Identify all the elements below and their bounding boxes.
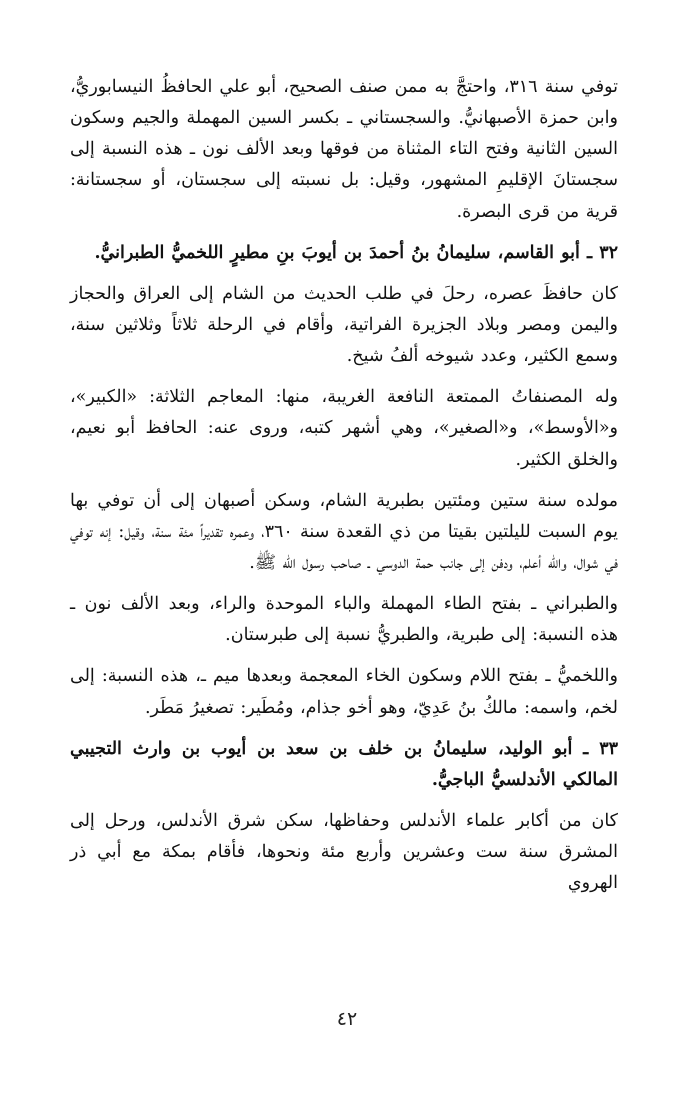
paragraph-6: واللخميُّ ـ بفتح اللام وسكون الخاء المعجمة وبعدها ميم ـ، هذه النسبة: إلى لخم، واسمه: مالكُ بنُ عَدِيّ، وهو أخو جذام، ومُطَير: تصغيرُ مَطَر.: [70, 666, 618, 718]
page-body: [70, 72, 618, 899]
paragraph-2: كان حافظَ عصره، رحلَ في طلب الحديث من الشام إلى العراق والحجاز واليمن ومصر وبلاد الجزيرة الفراتية، وأقام في الرحلة ثلاثاً وثلاثين سنة، وسمع الكثير، وعدد شيوخه ألفُ شيخ.: [70, 283, 618, 367]
paragraph-5: والطبراني ـ بفتح الطاء المهملة والباء الموحدة والراء، وبعد الألف نون ـ هذه النسبة: إلى طبرية، والطبريُّ نسبة إلى طبرستان.: [70, 594, 618, 646]
page-number: ٤٢: [336, 1008, 358, 1030]
paragraph-1: توفي سنة ٣١٦، واحتجَّ به ممن صنف الصحيح، أبو علي الحافظُ النيسابوريُّ، وابن حمزة الأصبهانيُّ. والسجستاني ـ بكسر السين المهملة والجيم وسكون السين الثانية وفتح التاء المثناة من فوقها وبعد الألف نون ـ هذه النسبة إلى سجستانَ الإقليمِ المشهور، وقيل: بل نسبته إلى سجستان، أو سجستانة: قرية من قرى البصرة.: [70, 77, 618, 222]
entry-heading-32: ٣٢ ـ أبو القاسم، سليمانُ بنُ أحمدَ بن أيوبَ بنِ مطيرٍ اللخميُّ الطبرانيُّ.: [94, 242, 618, 263]
paragraph-3: وله المصنفاتُ الممتعة النافعة الغريبة، منها: المعاجم الثلاثة: «الكبير»، و«الأوسط»، و«الصغير»، وهي أشهر كتبه، وروى عنه: الحافظ أبو نعيم، والخلق الكثير.: [70, 387, 618, 470]
paragraph-4: مولده سنة ستين ومئتين بطبرية الشام، وسكن أصبهان إلى أن توفي بها يوم السبت لليلتين بقيتا من ذي القعدة سنة ٣٦٠، وعمره تقديراً مئة سنة، وقيل: إنه توفي في شوال، والله أعلم، ودفن إلى جانب حمة الدوسي ـ صاحب رسول الله ﷺ.: [70, 490, 618, 573]
entry-heading-33: ٣٣ ـ أبو الوليد، سليمانُ بن خلف بن سعد بن أيوب بن وارث التجيبي المالكي الأندلسيُّ الباجيُّ.: [70, 738, 618, 790]
paragraph-7: كان من أكابر علماء الأندلس وحفاظها، سكن شرق الأندلس، ورحل إلى المشرق سنة ست وعشرين وأربع مئة ونحوها، فأقام بمكة مع أبي ذر الهروي: [70, 810, 618, 894]
